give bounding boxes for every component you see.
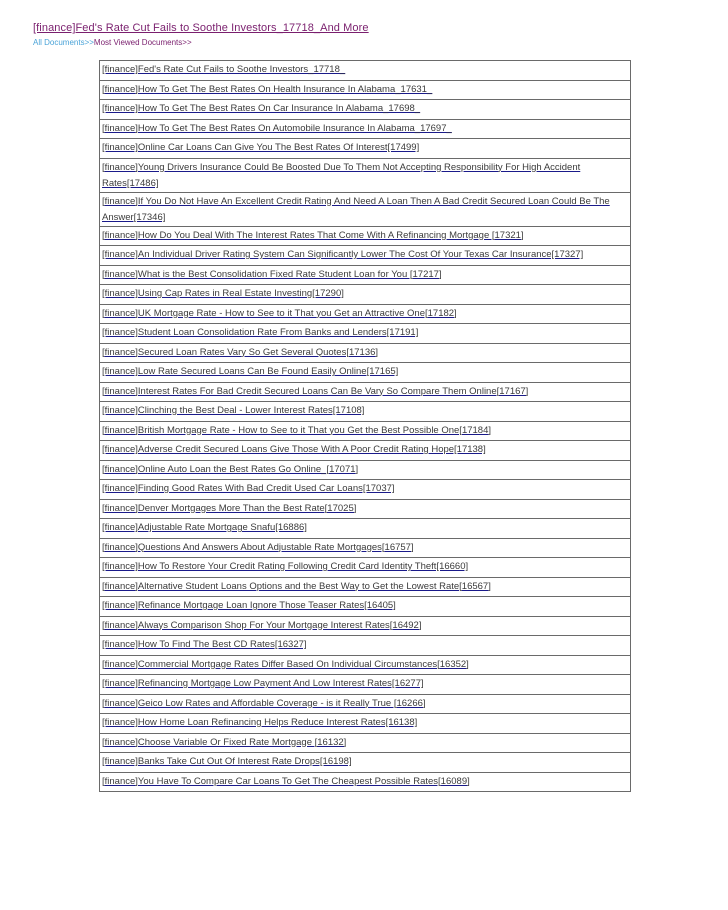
breadcrumb-all-documents[interactable]: All Documents xyxy=(33,38,85,47)
document-link[interactable]: [finance]Adverse Credit Secured Loans Give Those With A Poor Credit Rating Hope[17138] xyxy=(102,444,486,455)
document-link[interactable]: [finance]Questions And Answers About Adjustable Rate Mortgages[16757] xyxy=(102,541,414,553)
document-link[interactable]: [finance]Student Loan Consolidation Rate From Banks and Lenders[17191] xyxy=(102,327,419,338)
list-item xyxy=(100,480,630,500)
list-item xyxy=(100,734,630,754)
document-link[interactable]: [finance]Refinance Mortgage Loan Ignore Those Teaser Rates[16405] xyxy=(102,600,396,611)
document-link[interactable]: [finance]How To Restore Your Credit Rating Following Credit Card Identity Theft[16660] xyxy=(102,561,469,572)
document-link[interactable]: [finance]Interest Rates For Bad Credit Secured Loans Can Be Vary So Compare Them Online[17167] xyxy=(102,385,529,397)
document-link[interactable]: [finance]Denver Mortgages More Than the Best Rate[17025] xyxy=(102,502,357,514)
document-link[interactable]: [finance]UK Mortgage Rate - How to See to it That you Get an Attractive One[17182] xyxy=(102,307,457,319)
list-item xyxy=(100,578,630,598)
list-item xyxy=(100,193,630,227)
list-item xyxy=(100,461,630,481)
list-item xyxy=(100,285,630,305)
breadcrumb-separator: >> xyxy=(84,38,94,47)
list-item xyxy=(100,753,630,773)
list-item xyxy=(100,500,630,520)
list-item xyxy=(100,61,630,81)
document-link[interactable]: [finance]Fed's Rate Cut Fails to Soothe Investors_17718_ xyxy=(102,64,346,75)
list-item xyxy=(100,519,630,539)
list-item xyxy=(100,344,630,364)
list-item xyxy=(100,636,630,656)
list-item xyxy=(100,422,630,442)
list-item xyxy=(100,227,630,247)
document-link[interactable]: [finance]How Do You Deal With The Interest Rates That Come With A Refinancing Mortgage [17321] xyxy=(102,229,524,241)
document-link[interactable]: [finance]Geico Low Rates and Affordable Coverage - is it Really True [16266] xyxy=(102,697,426,709)
document-link[interactable]: [finance]Finding Good Rates With Bad Credit Used Car Loans[17037] xyxy=(102,483,395,494)
list-item xyxy=(100,324,630,344)
breadcrumb xyxy=(33,38,192,47)
page-title[interactable]: [finance]Fed's Rate Cut Fails to Soothe Investors_17718_And More xyxy=(33,22,369,34)
document-link[interactable]: [finance]British Mortgage Rate - How to See to it That you Get the Best Possible One[17184] xyxy=(102,424,492,436)
document-link[interactable]: [finance]Secured Loan Rates Vary So Get Several Quotes[17136] xyxy=(102,346,379,358)
list-item xyxy=(100,363,630,383)
document-link[interactable]: [finance]How To Get The Best Rates On Car Insurance In Alabama_17698_ xyxy=(102,103,421,114)
breadcrumb-most-viewed[interactable]: Most Viewed Documents xyxy=(93,38,183,47)
list-item xyxy=(100,656,630,676)
document-link[interactable]: [finance]What is the Best Consolidation Fixed Rate Student Loan for You [17217] xyxy=(102,268,442,280)
document-link[interactable]: [finance]Adjustable Rate Mortgage Snafu[16886] xyxy=(102,522,307,533)
document-link[interactable]: [finance]How To Get The Best Rates On Automobile Insurance In Alabama_17697_ xyxy=(102,122,452,134)
list-item xyxy=(100,246,630,266)
document-link[interactable]: [finance]How Home Loan Refinancing Helps Reduce Interest Rates[16138] xyxy=(102,717,418,728)
document-link[interactable]: [finance]Online Auto Loan the Best Rates Go Online_[17071] xyxy=(102,463,359,475)
document-link[interactable]: [finance]Commercial Mortgage Rates Differ Based On Individual Circumstances[16352] xyxy=(102,658,469,670)
list-item xyxy=(100,100,630,120)
document-link[interactable]: [finance]Choose Variable Or Fixed Rate Mortgage [16132] xyxy=(102,736,347,748)
list-item xyxy=(100,305,630,325)
list-item xyxy=(100,773,630,793)
document-link[interactable]: [finance]How To Get The Best Rates On Health Insurance In Alabama_17631_ xyxy=(102,83,433,95)
document-link[interactable]: [finance]If You Do Not Have An Excellent Credit Rating And Need A Loan Then A Bad Credit Secured Loan Could Be The Answer[17346] xyxy=(102,195,610,223)
list-item xyxy=(100,139,630,159)
list-item xyxy=(100,714,630,734)
document-list xyxy=(99,60,631,792)
list-item xyxy=(100,675,630,695)
document-link[interactable]: [finance]Clinching the Best Deal - Lower Interest Rates[17108] xyxy=(102,405,365,416)
document-link[interactable]: [finance]Online Car Loans Can Give You The Best Rates Of Interest[17499] xyxy=(102,142,420,153)
breadcrumb-separator: >> xyxy=(182,38,192,47)
document-link[interactable]: [finance]Using Cap Rates in Real Estate Investing[17290] xyxy=(102,288,344,299)
list-item xyxy=(100,441,630,461)
list-item xyxy=(100,695,630,715)
document-link[interactable]: [finance]How To Find The Best CD Rates[16327] xyxy=(102,639,307,650)
list-item xyxy=(100,81,630,101)
list-item xyxy=(100,266,630,286)
list-item xyxy=(100,402,630,422)
list-item xyxy=(100,383,630,403)
document-link[interactable]: [finance]Young Drivers Insurance Could Be Boosted Due To Them Not Accepting Responsibility For High Accident Rates[17486] xyxy=(102,161,581,189)
list-item xyxy=(100,120,630,140)
document-link[interactable]: [finance]You Have To Compare Car Loans To Get The Cheapest Possible Rates[16089] xyxy=(102,775,470,787)
document-link[interactable]: [finance]Alternative Student Loans Options and the Best Way to Get the Lowest Rate[16567] xyxy=(102,580,491,592)
document-link[interactable]: [finance]Refinancing Mortgage Low Payment And Low Interest Rates[16277] xyxy=(102,678,424,689)
list-item xyxy=(100,617,630,637)
document-link[interactable]: [finance]Low Rate Secured Loans Can Be Found Easily Online[17165] xyxy=(102,366,399,377)
list-item xyxy=(100,597,630,617)
document-link[interactable]: [finance]Banks Take Cut Out Of Interest Rate Drops[16198] xyxy=(102,756,352,767)
list-item xyxy=(100,558,630,578)
list-item xyxy=(100,159,630,193)
document-link[interactable]: [finance]An Individual Driver Rating System Can Significantly Lower The Cost Of Your Texas Car Insurance[17327] xyxy=(102,249,584,260)
document-link[interactable]: [finance]Always Comparison Shop For Your Mortgage Interest Rates[16492] xyxy=(102,619,422,631)
list-item xyxy=(100,539,630,559)
